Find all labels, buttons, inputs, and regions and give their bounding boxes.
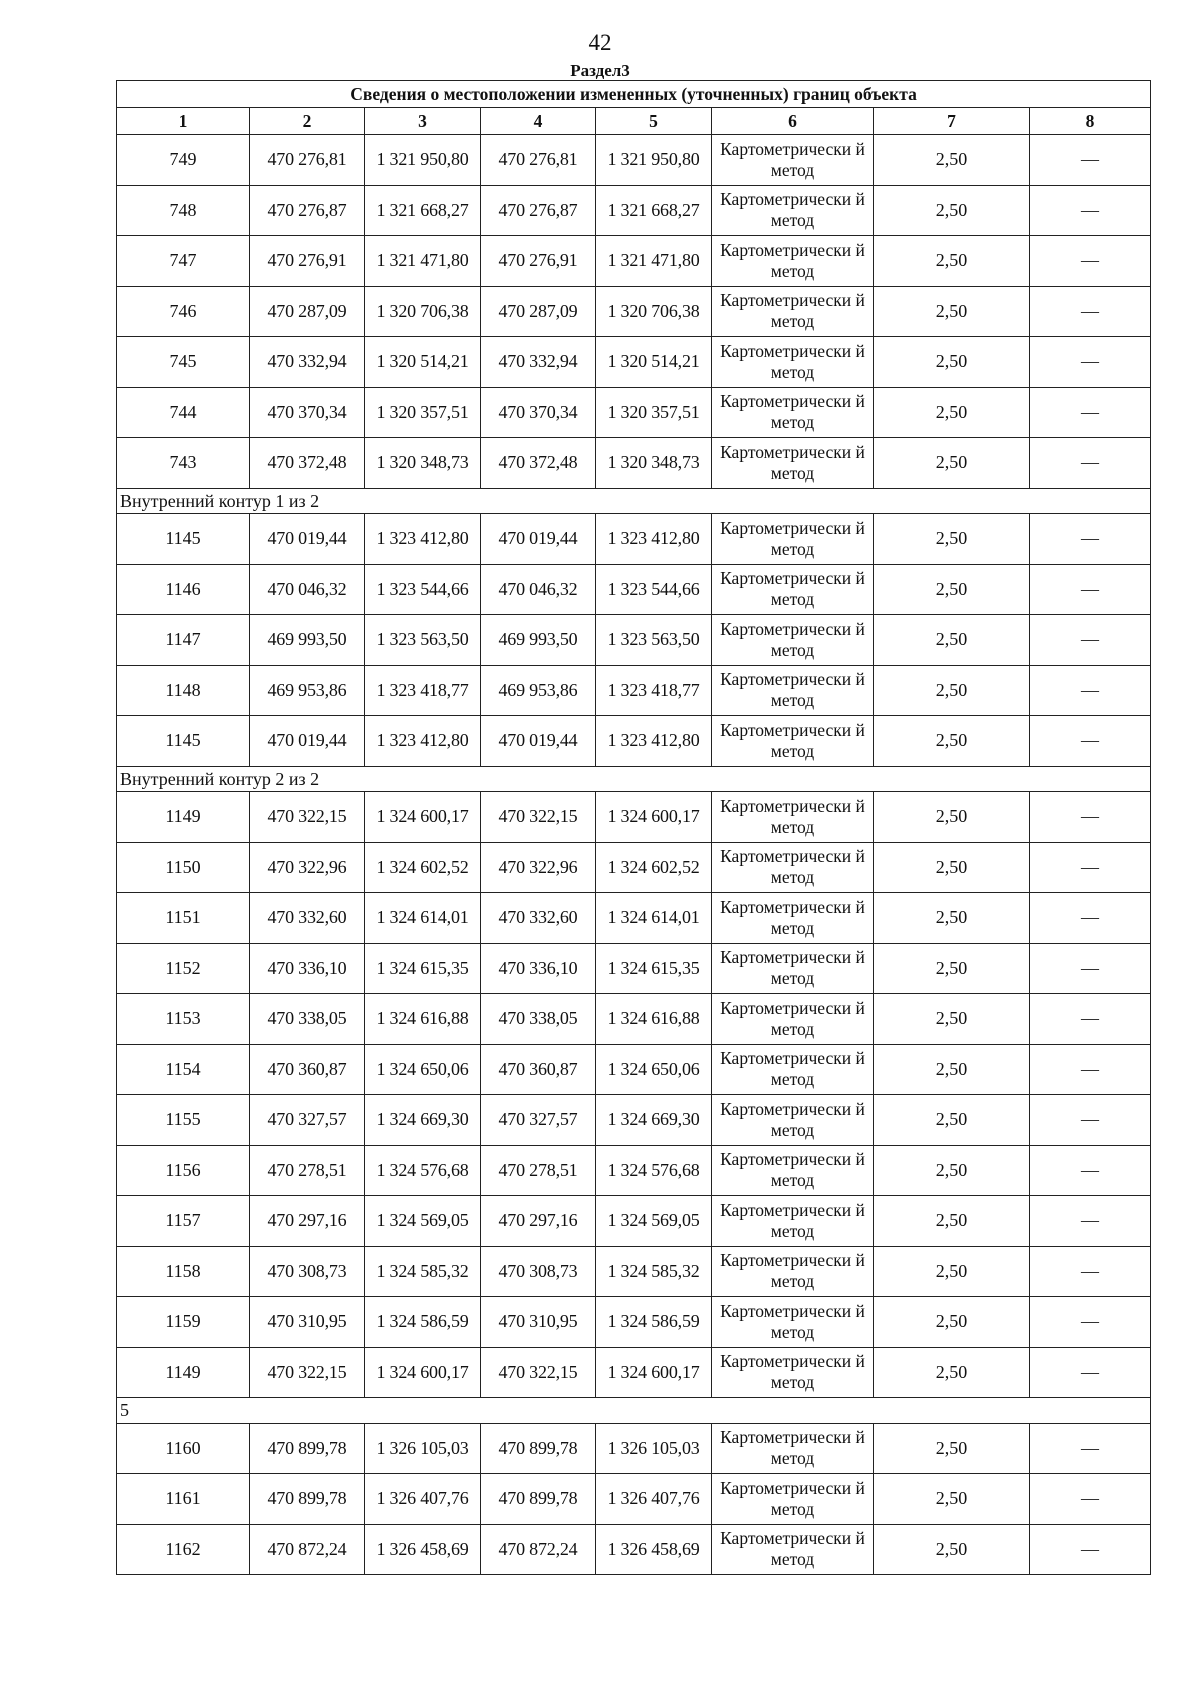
coord-y-cell: 1 324 614,01 (365, 893, 481, 944)
coord-y-cell: 1 320 514,21 (365, 337, 481, 388)
coord-y-cell: 1 321 950,80 (596, 135, 712, 186)
table-row (117, 1246, 1151, 1297)
accuracy-cell: 2,50 (874, 716, 1030, 767)
table-row (117, 1145, 1151, 1196)
point-number-cell: 1159 (117, 1297, 250, 1348)
coord-x-cell: 470 276,81 (250, 135, 365, 186)
method-cell: Картометрически й метод (712, 994, 874, 1045)
note-cell: — (1030, 665, 1151, 716)
coord-x-cell: 470 899,78 (481, 1423, 596, 1474)
column-number: 3 (365, 108, 481, 135)
coord-x-cell: 470 322,15 (481, 792, 596, 843)
coord-x-cell: 470 278,51 (250, 1145, 365, 1196)
table-row (117, 1095, 1151, 1146)
accuracy-cell: 2,50 (874, 286, 1030, 337)
coord-x-cell: 470 019,44 (250, 514, 365, 565)
point-number-cell: 1162 (117, 1524, 250, 1575)
coord-x-cell: 470 332,60 (250, 893, 365, 944)
note-cell: — (1030, 943, 1151, 994)
coord-y-cell: 1 321 471,80 (365, 236, 481, 287)
coord-y-cell: 1 323 418,77 (596, 665, 712, 716)
note-cell: — (1030, 564, 1151, 615)
note-cell: — (1030, 1297, 1151, 1348)
coord-x-cell: 470 276,87 (250, 185, 365, 236)
point-number-cell: 748 (117, 185, 250, 236)
point-number-cell: 749 (117, 135, 250, 186)
accuracy-cell: 2,50 (874, 337, 1030, 388)
coord-y-cell: 1 320 348,73 (596, 438, 712, 489)
point-number-cell: 1149 (117, 1347, 250, 1398)
point-number-cell: 1153 (117, 994, 250, 1045)
method-cell: Картометрически й метод (712, 1474, 874, 1525)
coord-y-cell: 1 324 602,52 (365, 842, 481, 893)
coord-y-cell: 1 326 105,03 (365, 1423, 481, 1474)
coord-x-cell: 470 332,94 (481, 337, 596, 388)
accuracy-cell: 2,50 (874, 1145, 1030, 1196)
table-row (117, 337, 1151, 388)
accuracy-cell: 2,50 (874, 1474, 1030, 1525)
method-cell: Картометрически й метод (712, 564, 874, 615)
method-cell: Картометрически й метод (712, 438, 874, 489)
table-row (117, 994, 1151, 1045)
point-number-cell: 745 (117, 337, 250, 388)
point-number-cell: 744 (117, 387, 250, 438)
coord-y-cell: 1 321 668,27 (596, 185, 712, 236)
accuracy-cell: 2,50 (874, 943, 1030, 994)
method-cell: Картометрически й метод (712, 1524, 874, 1575)
coord-y-cell: 1 320 706,38 (365, 286, 481, 337)
coord-y-cell: 1 321 668,27 (365, 185, 481, 236)
coord-x-cell: 470 336,10 (481, 943, 596, 994)
coord-y-cell: 1 324 586,59 (596, 1297, 712, 1348)
column-number: 1 (117, 108, 250, 135)
table-caption-row (117, 81, 1151, 108)
point-number-cell: 1157 (117, 1196, 250, 1247)
coord-y-cell: 1 324 650,06 (365, 1044, 481, 1095)
accuracy-cell: 2,50 (874, 1095, 1030, 1146)
point-number-cell: 1151 (117, 893, 250, 944)
note-cell: — (1030, 842, 1151, 893)
note-cell: — (1030, 792, 1151, 843)
method-cell: Картометрически й метод (712, 1044, 874, 1095)
coord-x-cell: 470 872,24 (481, 1524, 596, 1575)
coord-x-cell: 470 046,32 (250, 564, 365, 615)
table-caption: Сведения о местоположении измененных (уточненных) границ объекта (117, 81, 1151, 108)
coord-y-cell: 1 324 616,88 (365, 994, 481, 1045)
table-row (117, 792, 1151, 843)
table-row (117, 1297, 1151, 1348)
contour-label-row (117, 488, 1151, 514)
point-number-cell: 1160 (117, 1423, 250, 1474)
point-number-cell: 1158 (117, 1246, 250, 1297)
point-number-cell: 1161 (117, 1474, 250, 1525)
coord-y-cell: 1 323 412,80 (596, 716, 712, 767)
note-cell: — (1030, 1196, 1151, 1247)
coord-y-cell: 1 320 514,21 (596, 337, 712, 388)
coord-y-cell: 1 323 412,80 (596, 514, 712, 565)
coord-x-cell: 470 899,78 (250, 1474, 365, 1525)
coord-x-cell: 470 308,73 (481, 1246, 596, 1297)
point-number-cell: 746 (117, 286, 250, 337)
coord-x-cell: 470 360,87 (481, 1044, 596, 1095)
contour-label: Внутренний контур 1 из 2 (117, 488, 1151, 514)
accuracy-cell: 2,50 (874, 185, 1030, 236)
column-number: 5 (596, 108, 712, 135)
method-cell: Картометрически й метод (712, 792, 874, 843)
accuracy-cell: 2,50 (874, 615, 1030, 666)
accuracy-cell: 2,50 (874, 842, 1030, 893)
note-cell: — (1030, 1474, 1151, 1525)
table-row (117, 185, 1151, 236)
table-row (117, 1196, 1151, 1247)
coord-y-cell: 1 321 950,80 (365, 135, 481, 186)
coord-y-cell: 1 326 105,03 (596, 1423, 712, 1474)
accuracy-cell: 2,50 (874, 1246, 1030, 1297)
method-cell: Картометрически й метод (712, 1347, 874, 1398)
method-cell: Картометрически й метод (712, 943, 874, 994)
coord-x-cell: 470 372,48 (250, 438, 365, 489)
coord-y-cell: 1 324 600,17 (365, 1347, 481, 1398)
accuracy-cell: 2,50 (874, 135, 1030, 186)
coord-y-cell: 1 320 357,51 (596, 387, 712, 438)
point-number-cell: 1147 (117, 615, 250, 666)
method-cell: Картометрически й метод (712, 1196, 874, 1247)
coord-y-cell: 1 324 650,06 (596, 1044, 712, 1095)
coord-y-cell: 1 324 616,88 (596, 994, 712, 1045)
method-cell: Картометрически й метод (712, 615, 874, 666)
coord-x-cell: 470 308,73 (250, 1246, 365, 1297)
note-cell: — (1030, 1095, 1151, 1146)
method-cell: Картометрически й метод (712, 716, 874, 767)
coord-y-cell: 1 323 563,50 (596, 615, 712, 666)
coord-y-cell: 1 324 576,68 (596, 1145, 712, 1196)
coord-y-cell: 1 324 669,30 (596, 1095, 712, 1146)
note-cell: — (1030, 387, 1151, 438)
coord-x-cell: 469 993,50 (481, 615, 596, 666)
note-cell: — (1030, 1524, 1151, 1575)
table-row (117, 438, 1151, 489)
coord-y-cell: 1 324 600,17 (365, 792, 481, 843)
accuracy-cell: 2,50 (874, 994, 1030, 1045)
coord-y-cell: 1 324 615,35 (365, 943, 481, 994)
table-row (117, 236, 1151, 287)
coord-x-cell: 470 287,09 (481, 286, 596, 337)
table-row (117, 893, 1151, 944)
contour-label: Внутренний контур 2 из 2 (117, 766, 1151, 792)
coord-y-cell: 1 324 614,01 (596, 893, 712, 944)
coord-x-cell: 470 370,34 (250, 387, 365, 438)
note-cell: — (1030, 1246, 1151, 1297)
note-cell: — (1030, 716, 1151, 767)
method-cell: Картометрически й метод (712, 665, 874, 716)
coord-x-cell: 470 899,78 (250, 1423, 365, 1474)
contour-label-row (117, 1398, 1151, 1424)
coord-x-cell: 470 310,95 (250, 1297, 365, 1348)
accuracy-cell: 2,50 (874, 387, 1030, 438)
column-number: 8 (1030, 108, 1151, 135)
table-row (117, 1524, 1151, 1575)
coord-x-cell: 470 899,78 (481, 1474, 596, 1525)
coord-y-cell: 1 326 407,76 (596, 1474, 712, 1525)
accuracy-cell: 2,50 (874, 792, 1030, 843)
method-cell: Картометрически й метод (712, 842, 874, 893)
coord-y-cell: 1 320 357,51 (365, 387, 481, 438)
accuracy-cell: 2,50 (874, 564, 1030, 615)
note-cell: — (1030, 1347, 1151, 1398)
point-number-cell: 1155 (117, 1095, 250, 1146)
coord-y-cell: 1 320 348,73 (365, 438, 481, 489)
note-cell: — (1030, 1423, 1151, 1474)
accuracy-cell: 2,50 (874, 514, 1030, 565)
coord-y-cell: 1 324 600,17 (596, 1347, 712, 1398)
column-number: 6 (712, 108, 874, 135)
point-number-cell: 1146 (117, 564, 250, 615)
accuracy-cell: 2,50 (874, 1423, 1030, 1474)
coord-x-cell: 470 372,48 (481, 438, 596, 489)
method-cell: Картометрически й метод (712, 185, 874, 236)
point-number-cell: 1154 (117, 1044, 250, 1095)
table-row (117, 514, 1151, 565)
table-row (117, 842, 1151, 893)
coord-x-cell: 470 019,44 (481, 716, 596, 767)
coord-y-cell: 1 323 544,66 (365, 564, 481, 615)
coord-x-cell: 470 370,34 (481, 387, 596, 438)
point-number-cell: 1145 (117, 514, 250, 565)
accuracy-cell: 2,50 (874, 1524, 1030, 1575)
note-cell: — (1030, 185, 1151, 236)
coord-x-cell: 470 297,16 (250, 1196, 365, 1247)
coord-x-cell: 470 287,09 (250, 286, 365, 337)
column-number: 4 (481, 108, 596, 135)
table-body (117, 81, 1151, 1575)
coord-x-cell: 470 336,10 (250, 943, 365, 994)
note-cell: — (1030, 615, 1151, 666)
coord-y-cell: 1 324 615,35 (596, 943, 712, 994)
coord-x-cell: 470 310,95 (481, 1297, 596, 1348)
coord-x-cell: 469 953,86 (250, 665, 365, 716)
contour-label-row (117, 766, 1151, 792)
table-row (117, 135, 1151, 186)
coord-x-cell: 470 276,91 (481, 236, 596, 287)
coord-x-cell: 470 332,60 (481, 893, 596, 944)
method-cell: Картометрически й метод (712, 893, 874, 944)
point-number-cell: 1148 (117, 665, 250, 716)
note-cell: — (1030, 337, 1151, 388)
note-cell: — (1030, 438, 1151, 489)
coord-y-cell: 1 323 418,77 (365, 665, 481, 716)
accuracy-cell: 2,50 (874, 236, 1030, 287)
table-row (117, 1347, 1151, 1398)
boundary-coordinates-table (116, 80, 1151, 1575)
coord-y-cell: 1 326 458,69 (596, 1524, 712, 1575)
note-cell: — (1030, 1044, 1151, 1095)
coord-y-cell: 1 324 586,59 (365, 1297, 481, 1348)
method-cell: Картометрически й метод (712, 1297, 874, 1348)
note-cell: — (1030, 135, 1151, 186)
coord-y-cell: 1 324 576,68 (365, 1145, 481, 1196)
section-title: Раздел3 (570, 61, 630, 80)
point-number-cell: 1156 (117, 1145, 250, 1196)
coord-x-cell: 470 332,94 (250, 337, 365, 388)
coord-x-cell: 470 297,16 (481, 1196, 596, 1247)
accuracy-cell: 2,50 (874, 1044, 1030, 1095)
coord-y-cell: 1 324 669,30 (365, 1095, 481, 1146)
accuracy-cell: 2,50 (874, 1347, 1030, 1398)
coord-y-cell: 1 323 412,80 (365, 514, 481, 565)
accuracy-cell: 2,50 (874, 665, 1030, 716)
coord-y-cell: 1 324 569,05 (365, 1196, 481, 1247)
table-row (117, 943, 1151, 994)
coord-x-cell: 470 276,91 (250, 236, 365, 287)
accuracy-cell: 2,50 (874, 1297, 1030, 1348)
coord-x-cell: 470 322,15 (250, 792, 365, 843)
table-row (117, 716, 1151, 767)
coord-y-cell: 1 323 412,80 (365, 716, 481, 767)
coord-y-cell: 1 321 471,80 (596, 236, 712, 287)
accuracy-cell: 2,50 (874, 1196, 1030, 1247)
method-cell: Картометрически й метод (712, 135, 874, 186)
note-cell: — (1030, 286, 1151, 337)
table-row (117, 1474, 1151, 1525)
note-cell: — (1030, 893, 1151, 944)
method-cell: Картометрически й метод (712, 1246, 874, 1297)
coord-x-cell: 470 327,57 (250, 1095, 365, 1146)
point-number-cell: 1152 (117, 943, 250, 994)
coord-x-cell: 470 276,87 (481, 185, 596, 236)
coord-x-cell: 469 953,86 (481, 665, 596, 716)
coord-x-cell: 470 322,15 (481, 1347, 596, 1398)
coord-x-cell: 469 993,50 (250, 615, 365, 666)
coord-y-cell: 1 320 706,38 (596, 286, 712, 337)
column-number: 2 (250, 108, 365, 135)
note-cell: — (1030, 236, 1151, 287)
point-number-cell: 1145 (117, 716, 250, 767)
method-cell: Картометрически й метод (712, 337, 874, 388)
method-cell: Картометрически й метод (712, 387, 874, 438)
coord-x-cell: 470 338,05 (481, 994, 596, 1045)
contour-label: 5 (117, 1398, 1151, 1424)
method-cell: Картометрически й метод (712, 236, 874, 287)
page-number: 42 (588, 30, 612, 55)
method-cell: Картометрически й метод (712, 286, 874, 337)
note-cell: — (1030, 514, 1151, 565)
coord-x-cell: 470 046,32 (481, 564, 596, 615)
coord-x-cell: 470 322,96 (481, 842, 596, 893)
note-cell: — (1030, 1145, 1151, 1196)
coord-y-cell: 1 323 563,50 (365, 615, 481, 666)
coord-y-cell: 1 324 569,05 (596, 1196, 712, 1247)
coord-y-cell: 1 323 544,66 (596, 564, 712, 615)
point-number-cell: 743 (117, 438, 250, 489)
coord-y-cell: 1 324 600,17 (596, 792, 712, 843)
coord-y-cell: 1 326 407,76 (365, 1474, 481, 1525)
coord-y-cell: 1 326 458,69 (365, 1524, 481, 1575)
method-cell: Картометрически й метод (712, 1145, 874, 1196)
table-row (117, 1423, 1151, 1474)
coord-x-cell: 470 338,05 (250, 994, 365, 1045)
table-row (117, 286, 1151, 337)
coord-x-cell: 470 019,44 (250, 716, 365, 767)
table-row (117, 665, 1151, 716)
note-cell: — (1030, 994, 1151, 1045)
table-row (117, 615, 1151, 666)
accuracy-cell: 2,50 (874, 438, 1030, 489)
table-row (117, 387, 1151, 438)
method-cell: Картометрически й метод (712, 1095, 874, 1146)
coord-x-cell: 470 360,87 (250, 1044, 365, 1095)
coord-x-cell: 470 872,24 (250, 1524, 365, 1575)
point-number-cell: 747 (117, 236, 250, 287)
point-number-cell: 1149 (117, 792, 250, 843)
accuracy-cell: 2,50 (874, 893, 1030, 944)
point-number-cell: 1150 (117, 842, 250, 893)
column-number-row (117, 108, 1151, 135)
coord-x-cell: 470 278,51 (481, 1145, 596, 1196)
table-row (117, 564, 1151, 615)
coord-y-cell: 1 324 585,32 (365, 1246, 481, 1297)
coord-x-cell: 470 019,44 (481, 514, 596, 565)
method-cell: Картометрически й метод (712, 514, 874, 565)
method-cell: Картометрически й метод (712, 1423, 874, 1474)
coord-y-cell: 1 324 602,52 (596, 842, 712, 893)
coord-x-cell: 470 322,96 (250, 842, 365, 893)
column-number: 7 (874, 108, 1030, 135)
table-row (117, 1044, 1151, 1095)
coord-y-cell: 1 324 585,32 (596, 1246, 712, 1297)
coord-x-cell: 470 322,15 (250, 1347, 365, 1398)
coord-x-cell: 470 327,57 (481, 1095, 596, 1146)
coord-x-cell: 470 276,81 (481, 135, 596, 186)
